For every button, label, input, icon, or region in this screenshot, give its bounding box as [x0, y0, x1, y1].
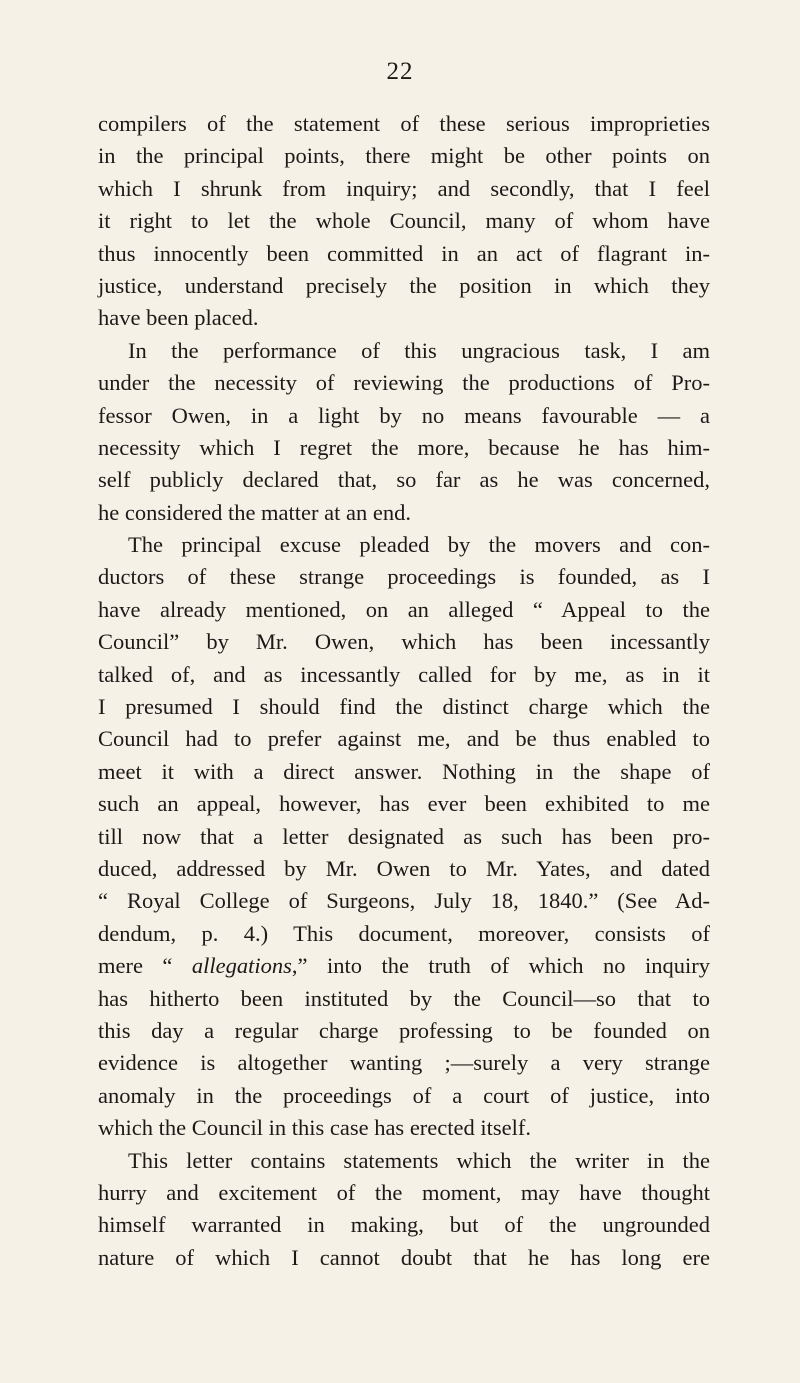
text-line: talked of, and as incessantly called for by me, as in it [98, 661, 710, 687]
text-line: such an appeal, however, has ever been exhibited to me [98, 791, 710, 817]
paragraph-end-line: which the Council in this case has erected itself. [98, 1115, 531, 1141]
text-line-with-italic [98, 950, 710, 982]
text-line: Council had to prefer against me, and be thus enabled to [98, 726, 710, 752]
text-line: justice, understand precisely the position in which they [98, 272, 710, 298]
text-line: himself warranted in making, but of the ungrounded [98, 1212, 710, 1238]
text-line: ductors of these strange proceedings is founded, as I [98, 564, 710, 590]
text-line: this day a regular charge professing to be founded on [98, 1017, 710, 1043]
text-line: nature of which I cannot doubt that he has long ere [98, 1244, 710, 1270]
text-line: fessor Owen, in a light by no means favourable — a [98, 402, 710, 428]
line-suffix: ,” into the truth of which no inquiry [291, 953, 710, 979]
text-line: till now that a letter designated as such has been pro- [98, 823, 710, 849]
text-line: duced, addressed by Mr. Owen to Mr. Yates, and dated [98, 855, 710, 881]
text-line: has hitherto been instituted by the Council—so that to [98, 985, 710, 1011]
text-line: evidence is altogether wanting ;—surely a very strange [98, 1050, 710, 1076]
text-line: it right to let the whole Council, many of whom have [98, 208, 710, 234]
paragraph-end-line: have been placed. [98, 305, 259, 331]
text-line: which I shrunk from inquiry; and secondly, that I feel [98, 175, 710, 201]
paragraph-start-line: The principal excuse pleaded by the movers and con- [128, 532, 710, 558]
page-number: 22 [386, 58, 414, 85]
line-prefix: mere “ [98, 953, 192, 979]
text-line: thus innocently been committed in an act of flagrant in- [98, 240, 710, 266]
text-line: necessity which I regret the more, because he has him- [98, 434, 710, 460]
body-text [98, 108, 710, 1274]
text-line: I presumed I should find the distinct charge which the [98, 694, 710, 720]
italic-word: allegations [191, 953, 292, 979]
paragraph-start-line: This letter contains statements which the writer in the [128, 1147, 710, 1173]
text-line: compilers of the statement of these serious improprieties [98, 111, 710, 136]
text-line: “ Royal College of Surgeons, July 18, 1840.” (See Ad- [98, 888, 710, 914]
text-line: hurry and excitement of the moment, may have thought [98, 1179, 710, 1205]
text-line: under the necessity of reviewing the productions of Pro- [98, 370, 710, 396]
text-line: self publicly declared that, so far as he was concerned, [98, 467, 710, 493]
text-line: meet it with a direct answer. Nothing in the shape of [98, 758, 710, 784]
text-line: Council” by Mr. Owen, which has been incessantly [98, 629, 710, 655]
text-line: in the principal points, there might be other points on [98, 143, 710, 169]
text-line: dendum, p. 4.) This document, moreover, consists of [98, 920, 710, 946]
paragraph-end-line: he considered the matter at an end. [98, 499, 411, 525]
text-line: have already mentioned, on an alleged “ Appeal to the [98, 596, 710, 622]
paragraph-start-line: In the performance of this ungracious task, I am [128, 337, 710, 363]
text-line: anomaly in the proceedings of a court of justice, into [98, 1082, 710, 1108]
